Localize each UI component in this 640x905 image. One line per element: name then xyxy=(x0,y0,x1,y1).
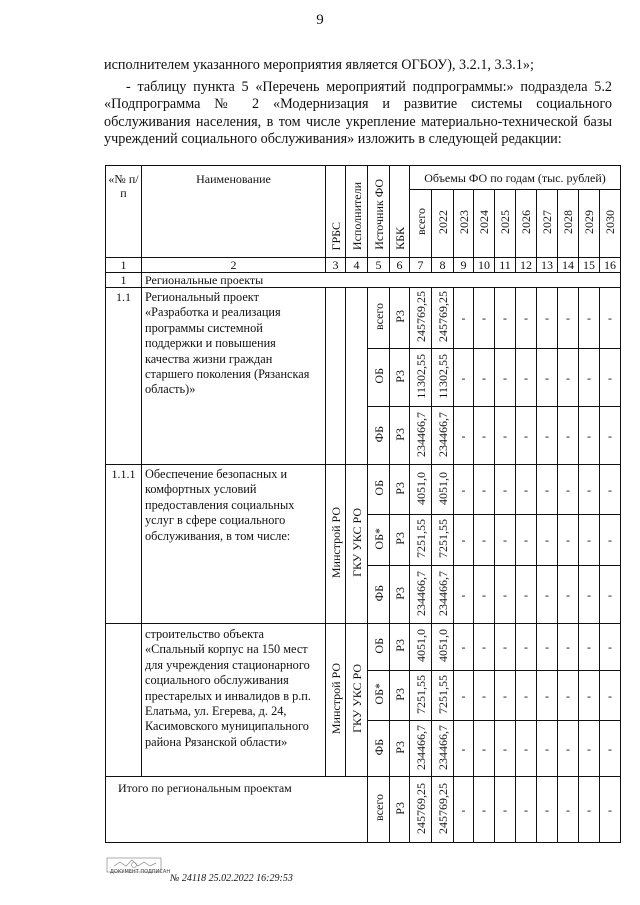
row-dash: - xyxy=(454,407,474,465)
row-kbk: Р3 xyxy=(390,671,410,721)
row-dash: - xyxy=(600,349,621,407)
row-dash: - xyxy=(454,566,474,624)
total-label: Итого по региональным проектам xyxy=(106,777,368,843)
row-kbk: Р3 xyxy=(390,465,410,515)
row-dash: - xyxy=(516,288,537,349)
row-dash: - xyxy=(579,671,600,721)
row-source: ОБ xyxy=(368,465,390,515)
column-numbers-row xyxy=(106,258,621,273)
section-row xyxy=(106,273,621,288)
row-dash: - xyxy=(579,515,600,566)
row-total: 4051,0 xyxy=(410,624,432,671)
col-number: 15 xyxy=(579,258,600,273)
col-number: 3 xyxy=(326,258,346,273)
row-kbk: Р3 xyxy=(390,349,410,407)
row-total: 234466,7 xyxy=(410,566,432,624)
header-year: 2025 xyxy=(495,190,516,258)
row-total: 245769,25 xyxy=(410,288,432,349)
row-dash: - xyxy=(516,566,537,624)
row-kbk: Р3 xyxy=(390,288,410,349)
table-row xyxy=(106,624,621,671)
col-number: 2 xyxy=(142,258,326,273)
col-number: 13 xyxy=(537,258,558,273)
row-dash: - xyxy=(537,671,558,721)
row-dash: - xyxy=(495,465,516,515)
row-source: ОБ xyxy=(368,349,390,407)
row-dash: - xyxy=(495,777,516,843)
row-dash: - xyxy=(558,721,579,777)
row-dash: - xyxy=(558,288,579,349)
row-dash: - xyxy=(600,777,621,843)
row-source: ФБ xyxy=(368,566,390,624)
total-row xyxy=(106,777,621,843)
row-num: 1.1.1 xyxy=(106,465,142,624)
row-dash: - xyxy=(474,465,495,515)
col-number: 14 xyxy=(558,258,579,273)
row-dash: - xyxy=(579,349,600,407)
header-num: «№ п/п xyxy=(106,166,142,258)
row-dash: - xyxy=(558,624,579,671)
row-dash: - xyxy=(579,624,600,671)
row-dash: - xyxy=(516,721,537,777)
header-executors: Исполнители xyxy=(346,166,368,258)
row-dash: - xyxy=(516,671,537,721)
col-number: 4 xyxy=(346,258,368,273)
row-grbs: Минстрой РО xyxy=(326,624,346,777)
header-year: 2026 xyxy=(516,190,537,258)
row-dash: - xyxy=(579,777,600,843)
row-dash: - xyxy=(454,465,474,515)
row-dash: - xyxy=(600,288,621,349)
row-dash: - xyxy=(454,721,474,777)
total-source: всего xyxy=(368,777,390,843)
row-dash: - xyxy=(474,407,495,465)
header-year: 2030 xyxy=(600,190,621,258)
row-dash: - xyxy=(516,407,537,465)
row-grbs: Минстрой РО xyxy=(326,465,346,624)
row-total: 7251,55 xyxy=(410,671,432,721)
row-dash: - xyxy=(537,566,558,624)
row-dash: - xyxy=(474,288,495,349)
row-dash: - xyxy=(495,624,516,671)
header-source: Источник ФО xyxy=(368,166,390,258)
col-number: 7 xyxy=(410,258,432,273)
row-2022: 4051,0 xyxy=(432,624,454,671)
header-grbs: ГРБС xyxy=(326,166,346,258)
row-dash: - xyxy=(474,349,495,407)
total-kbk: Р3 xyxy=(390,777,410,843)
row-dash: - xyxy=(600,721,621,777)
row-dash: - xyxy=(537,777,558,843)
row-source: ФБ xyxy=(368,407,390,465)
row-name: Обеспечение безопасных и комфортных условий предоставления социальных услуг в сфере социального обслуживания, в том числе: xyxy=(142,465,326,624)
header-year: 2024 xyxy=(474,190,495,258)
program-table xyxy=(105,165,621,843)
row-dash: - xyxy=(600,515,621,566)
row-kbk: Р3 xyxy=(390,407,410,465)
row-total: 234466,7 xyxy=(410,407,432,465)
row-dash: - xyxy=(537,624,558,671)
row-num: 1.1 xyxy=(106,288,142,465)
row-dash: - xyxy=(579,566,600,624)
row-dash: - xyxy=(600,566,621,624)
row-kbk: Р3 xyxy=(390,515,410,566)
row-dash: - xyxy=(579,288,600,349)
row-source: ФБ xyxy=(368,721,390,777)
header-year: 2022 xyxy=(432,190,454,258)
row-source: ОБ xyxy=(368,624,390,671)
col-number: 6 xyxy=(390,258,410,273)
row-dash: - xyxy=(495,407,516,465)
row-dash: - xyxy=(537,288,558,349)
row-2022: 4051,0 xyxy=(432,465,454,515)
row-kbk: Р3 xyxy=(390,566,410,624)
document-id: № 24118 25.02.2022 16:29:53 xyxy=(170,873,293,884)
row-dash: - xyxy=(600,465,621,515)
header-year: 2028 xyxy=(558,190,579,258)
row-dash: - xyxy=(474,671,495,721)
row-dash: - xyxy=(454,671,474,721)
row-dash: - xyxy=(495,721,516,777)
row-dash: - xyxy=(495,515,516,566)
row-dash: - xyxy=(558,465,579,515)
section-title: Региональные проекты xyxy=(142,273,621,288)
row-dash: - xyxy=(558,407,579,465)
row-source: всего xyxy=(368,288,390,349)
col-number: 5 xyxy=(368,258,390,273)
col-number: 16 xyxy=(600,258,621,273)
row-dash: - xyxy=(558,349,579,407)
row-kbk: Р3 xyxy=(390,624,410,671)
row-2022: 11302,55 xyxy=(432,349,454,407)
row-dash: - xyxy=(537,465,558,515)
header-year: 2029 xyxy=(579,190,600,258)
row-dash: - xyxy=(537,407,558,465)
total-total: 245769,25 xyxy=(410,777,432,843)
page-number: 9 xyxy=(316,12,324,28)
row-dash: - xyxy=(454,349,474,407)
header-year: 2023 xyxy=(454,190,474,258)
row-dash: - xyxy=(474,515,495,566)
row-total: 4051,0 xyxy=(410,465,432,515)
row-dash: - xyxy=(454,515,474,566)
col-number: 9 xyxy=(454,258,474,273)
row-num xyxy=(106,624,142,777)
row-total: 11302,55 xyxy=(410,349,432,407)
row-dash: - xyxy=(600,624,621,671)
header-kbk: КБК xyxy=(390,166,410,258)
row-dash: - xyxy=(516,777,537,843)
col-number: 1 xyxy=(106,258,142,273)
intro-paragraph: - таблицу пункта 5 «Перечень мероприятий подпрограммы:» подраздела 5.2 «Подпрограмма № 2 «Модернизация и развитие системы социального обслуживания населения, в том числе укрепление материально-технической базы учреждений социального обслуживания» изложить в следующей редакции: xyxy=(104,79,612,148)
col-number: 12 xyxy=(516,258,537,273)
row-dash: - xyxy=(495,566,516,624)
row-2022: 234466,7 xyxy=(432,566,454,624)
row-source: ОБ* xyxy=(368,671,390,721)
intro-line: исполнителем указанного мероприятия является ОГБОУ), 3.2.1, 3.3.1»; xyxy=(104,57,534,73)
section-num: 1 xyxy=(106,273,142,288)
row-grbs xyxy=(326,288,346,465)
row-dash: - xyxy=(516,349,537,407)
row-2022: 234466,7 xyxy=(432,721,454,777)
row-dash: - xyxy=(495,349,516,407)
row-dash: - xyxy=(474,721,495,777)
row-dash: - xyxy=(454,777,474,843)
row-dash: - xyxy=(579,465,600,515)
header-volumes: Объемы ФО по годам (тыс. рублей) xyxy=(410,166,621,190)
row-2022: 234466,7 xyxy=(432,407,454,465)
row-dash: - xyxy=(600,407,621,465)
header-name: Наименование xyxy=(142,166,326,258)
table-row xyxy=(106,288,621,349)
row-executor xyxy=(346,288,368,465)
row-dash: - xyxy=(495,671,516,721)
row-dash: - xyxy=(537,515,558,566)
row-dash: - xyxy=(516,465,537,515)
row-2022: 245769,25 xyxy=(432,288,454,349)
row-name: Региональный проект «Разработка и реализация программы системной поддержки и повышения качества жизни граждан старшего поколения (Рязанская область)» xyxy=(142,288,326,465)
col-number: 10 xyxy=(474,258,495,273)
row-executor: ГКУ УКС РО xyxy=(346,624,368,777)
row-2022: 7251,55 xyxy=(432,515,454,566)
row-dash: - xyxy=(516,515,537,566)
row-dash: - xyxy=(558,515,579,566)
total-2022: 245769,25 xyxy=(432,777,454,843)
row-2022: 7251,55 xyxy=(432,671,454,721)
stamp-text: ДОКУМЕНТ ПОДПИСАН xyxy=(110,869,171,875)
row-dash: - xyxy=(454,288,474,349)
row-dash: - xyxy=(558,777,579,843)
row-dash: - xyxy=(579,407,600,465)
row-dash: - xyxy=(495,288,516,349)
row-dash: - xyxy=(558,671,579,721)
row-source: ОБ* xyxy=(368,515,390,566)
header-year: 2027 xyxy=(537,190,558,258)
row-dash: - xyxy=(454,624,474,671)
row-name: строительство объекта «Спальный корпус на 150 мест для учреждения стационарного социального обслуживания престарелых и инвалидов в р.п. Елатьма, ул. Егерева, д. 24, Касимовского муниципального района Рязанской области» xyxy=(142,624,326,777)
row-dash: - xyxy=(579,721,600,777)
row-dash: - xyxy=(474,777,495,843)
row-dash: - xyxy=(600,671,621,721)
row-dash: - xyxy=(537,721,558,777)
row-total: 7251,55 xyxy=(410,515,432,566)
row-dash: - xyxy=(474,624,495,671)
header-total: всего xyxy=(410,190,432,258)
row-total: 234466,7 xyxy=(410,721,432,777)
table-row xyxy=(106,465,621,515)
row-kbk: Р3 xyxy=(390,721,410,777)
col-number: 8 xyxy=(432,258,454,273)
row-dash: - xyxy=(558,566,579,624)
row-dash: - xyxy=(516,624,537,671)
col-number: 11 xyxy=(495,258,516,273)
row-dash: - xyxy=(474,566,495,624)
row-dash: - xyxy=(537,349,558,407)
row-executor: ГКУ УКС РО xyxy=(346,465,368,624)
